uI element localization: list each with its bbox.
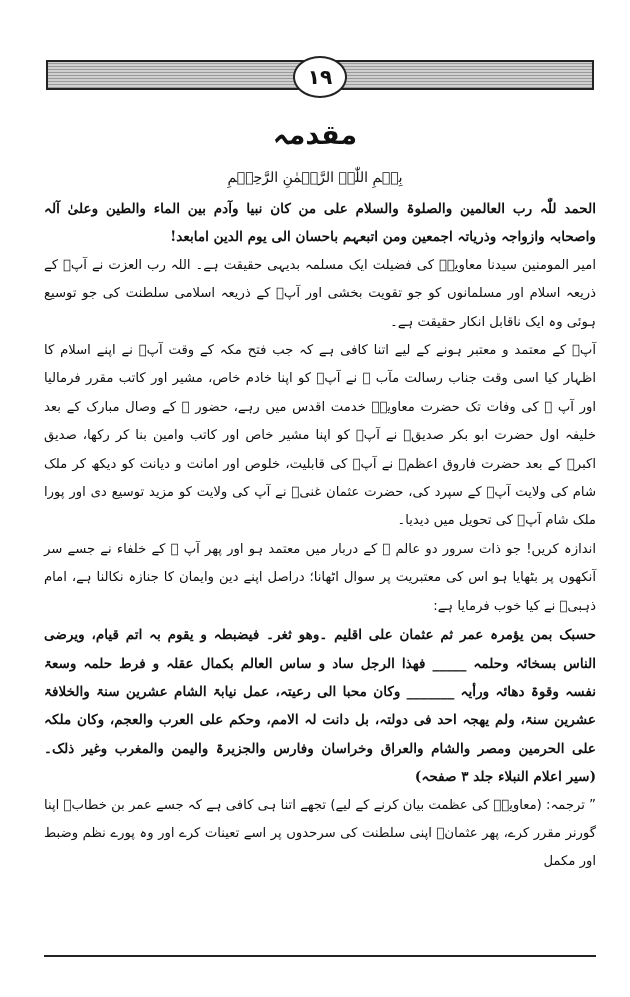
urdu-paragraph: آپؓ کے معتمد و معتبر ہونے کے لیے اتنا کافی ہے کہ جب فتح مکہ کے وقت آپؓ نے اپنے اسلام کا اظہار کیا اسی وقت جناب رسالت مآب ﷺ نے آپؓ کو اپنا خادم خاص، مشیر اور کاتب مقرر فرمالیا اور آپ ﷺ کی وفات تک حضرت معاویہؓ خدمت اقدس میں رہے، حضور ﷺ کے وصال مبارک کے بعد خلیفہ اول حضرت ابو بکر صدیقؓ نے آپؓ کو اپنا مشیر خاص اور کاتب وامین بنا کر رکھا، صدیق اکبرؓ کے بعد حضرت فاروق اعظمؓ نے آپؓ کی قابلیت، خلوص اور امانت و دیانت کو دیکھ کر ملک شام کی ولایت آپؓ کے سپرد کی، حضرت عثمان غنیؓ نے آپ کی ولایت کو مزید توسیع دی اور پورا ملک شام آپؓ کی تحویل میں دیدیا۔ [44,343,596,529]
page-number: ١٩ [293,56,347,98]
body-text [44,195,596,877]
urdu-paragraph: امیر المومنین سیدنا معاویہؓ کی فضیلت ایک مسلمہ بدیہی حقیقت ہے۔ اللہ رب العزت نے آپؓ کے ذریعہ اسلام اور مسلمانوں کو جو تقویت بخشی اور آپؓ کے ذریعہ اسلامی سلطنت کی جو توسیع ہوئی وہ ایک ناقابل انکار حقیقت ہے۔ [44,257,596,330]
opening-praise-paragraph: الحمد للّٰہ رب العالمین والصلوۃ والسلام علی من کان نبیا وآدم بین الماء والطین وعلیٰ آلہ واصحابہ وازواجہ وذریاتہ اجمعین ومن اتبعہم باحسان الی یوم الدین امابعد! [44,201,596,246]
translation-paragraph: ” ترجمہ: (معاویہؓ کی عظمت بیان کرنے کے لیے) تجھے اتنا ہی کافی ہے کہ جسے عمر بن خطابؓ اپنا گورنر مقرر کرے، پھر عثمانؓ اپنی سلطنت کی سرحدوں پر اسے تعینات کرے اور وہ پورے نظم وضبط اور مکمل [44,797,596,870]
footer-divider [44,955,596,957]
bismillah-line: بِسۡمِ اللّٰہِ الرَّحۡمٰنِ الرَّحِیۡمِ [227,170,403,186]
page-header-bar [46,60,594,90]
urdu-paragraph: اندازہ کریں! جو ذات سرور دو عالم ﷺ کے دربار میں معتمد ہو اور پھر آپ ﷺ کے خلفاء نے جسے سر آنکھوں پر بٹھایا ہو اس کی معتبریت پر سوال اٹھانا؛ دراصل اپنے دین وایمان کا جنازہ نکالنا ہے، امام ذہبیؒ نے کیا خوب فرمایا ہے: [44,541,596,614]
page-title: مقدمہ [272,120,358,151]
arabic-quotation-paragraph: حسبک بمن یؤمرہ عمر ثم عثمان علی اقلیم ۔وھو ثغر۔ فیضبطہ و یقوم بہ اتم قیام، ویرضی الناس بسخائہ وحلمہ _____ فھذا الرجل ساد و ساس العالم بکمال عقلہ و فرط حلمہ وسعۃ نفسہ وقوۃ دھائہ ورأیہ _______ وکان محبا الی رعیتہ، عمل نیابۃ الشام عشرین سنۃ والخلافۃ عشرین سنۃ، ولم یھجہ احد فی دولتہ، بل دانت لہ الامم، وحکم علی العرب والعجم، وکان ملکہ علی الحرمین ومصر والشام والعراق وخراسان وفارس والجزیرۃ والیمن والمغرب وغیر ذلک۔ (سیر اعلام النبلاء جلد ۳ صفحہ) [44,627,596,786]
